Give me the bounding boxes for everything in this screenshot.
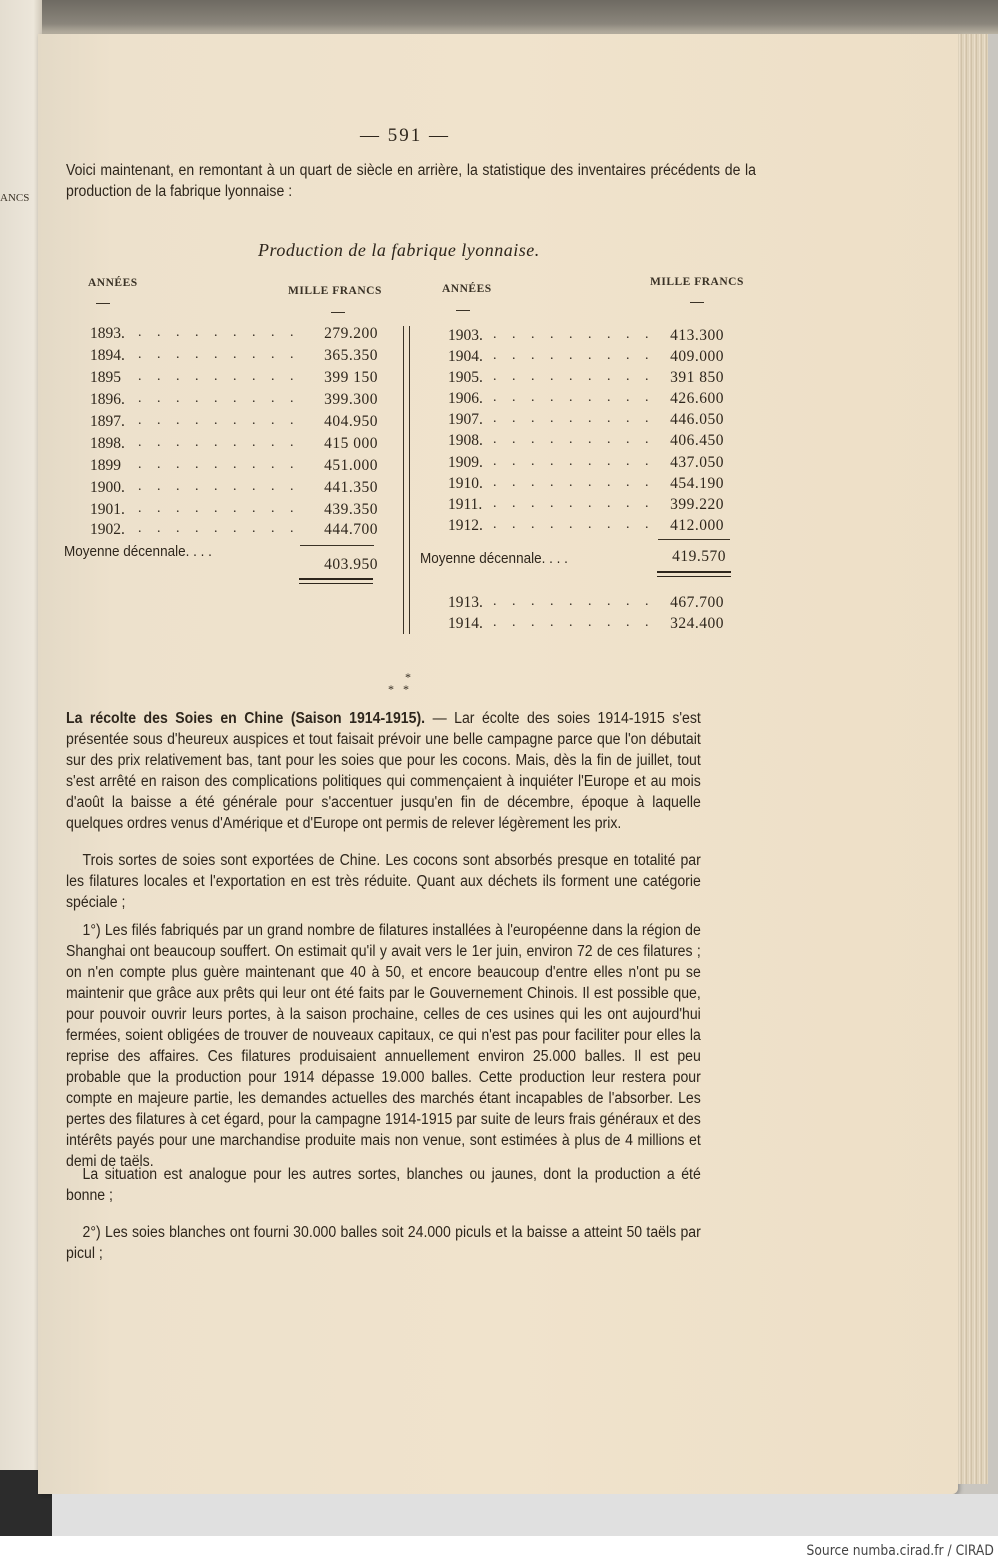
year-cell: 1899 <box>90 457 121 474</box>
col-header-years-right: ANNÉES <box>442 283 492 295</box>
value-cell: 404.950 <box>324 413 378 430</box>
leader-dots: . . . . . . . . . <box>138 457 300 472</box>
table-row <box>448 454 748 476</box>
leader-dots: . . . . . . . . . <box>493 411 655 426</box>
leader-dots: . . . . . . . . . <box>493 348 655 363</box>
year-cell: 1902. <box>90 521 125 538</box>
section-paragraph-2: Trois sortes de soies sont exportées de Chine. Les cocons sont absorbés presque en totalité par les filatures locales et l'exportation en est très réduite. Quant aux déchets ils forment une catégorie spéciale ; <box>66 852 701 911</box>
year-cell: 1912. <box>448 517 483 534</box>
value-cell: 409.000 <box>670 348 724 365</box>
table-divider <box>409 326 410 634</box>
table-row <box>448 348 748 370</box>
leader-dots: . . . . . . . . . <box>493 475 655 490</box>
average-value: 403.950 <box>324 556 378 573</box>
leader-dots: . . . . . . . . . <box>493 517 655 532</box>
value-cell: 399.220 <box>670 496 724 513</box>
year-cell: 1907. <box>448 411 483 428</box>
average-row <box>646 548 736 570</box>
section-paragraph-5: 2°) Les soies blanches ont fourni 30.000 balles soit 24.000 piculs et la baisse a atteint 50 taëls par picul ; <box>66 1224 701 1262</box>
value-cell: 391 850 <box>670 369 724 386</box>
year-cell: 1900. <box>90 479 125 496</box>
header-dash <box>690 302 704 303</box>
table-row <box>448 411 748 433</box>
year-cell: 1898. <box>90 435 125 452</box>
year-cell: 1894. <box>90 347 125 364</box>
table-caption: Production de la fabrique lyonnaise. <box>258 240 540 260</box>
intro-paragraph: Voici maintenant, en remontant à un quart de siècle en arrière, la statistique des inventaires précédents de la production de la fabrique lyonnaise : <box>66 162 756 200</box>
leader-dots: . . . . . . . . . <box>138 479 300 494</box>
value-cell: 441.350 <box>324 479 378 496</box>
table-row <box>90 521 390 543</box>
average-double-rule <box>299 578 373 584</box>
section-paragraph-3: 1°) Les filés fabriqués par un grand nombre de filatures installées à l'européenne dans la région de Shanghai ont beaucoup souffert. On estimait qu'il y avait vers le 1er juin, environ 72 de ces filatures ; on n'en compte plus guère maintenant que 40 à 50, et encore beaucoup d'entre elles n'ont pu se maintenir que grâce aux prêts qui leur ont été faits par le Gouvernement Chinois. Il est possible que, pour pouvoir ouvrir leurs portes, à la saison prochaine, celles de ces usines qui les ont aujourd'hui fermées, soient obligées de trouver de nouveaux capitaux, ce qui n'est pas pour faciliter pour elles la reprise des affaires. Ces filatures produisaient annuellement environ 25.000 balles. Il est peu probable que la production pour 1914 dépasse 19.000 balles. Cette production leur restera pour compte en majeure partie, les demandes actuelles des marchés étant incapables de l'absorber. Les pertes des filatures à cet égard, pour la campagne 1914-1915 par suite de leurs frais généraux et des intérêts payés pour une marchandise produite mais non venue, sont estimées à plus de 4 millions et demi de taëls. <box>66 922 701 1170</box>
value-cell: 437.050 <box>670 454 724 471</box>
table-row <box>90 457 390 479</box>
value-cell: 467.700 <box>670 594 724 611</box>
table-row <box>90 325 390 347</box>
col-header-value-left: MILLE FRANCS <box>288 285 382 297</box>
table-row <box>90 369 390 391</box>
year-cell: 1911. <box>448 496 483 513</box>
year-cell: 1909. <box>448 454 483 471</box>
average-label: Moyenne décennale. . . . <box>420 550 568 567</box>
leader-dots: . . . . . . . . . <box>493 615 655 630</box>
year-cell: 1908. <box>448 432 483 449</box>
table-row <box>448 369 748 391</box>
table-row <box>448 327 748 349</box>
table-row <box>90 347 390 369</box>
table-row <box>448 594 748 616</box>
table-row <box>448 517 748 539</box>
header-dash <box>456 310 470 311</box>
leader-dots: . . . . . . . . . <box>138 521 300 536</box>
left-page-fragment: ANCS <box>0 192 30 204</box>
leader-dots: . . . . . . . . . <box>138 369 300 384</box>
year-cell: 1904. <box>448 348 483 365</box>
section-heading: La récolte des Soies en Chine (Saison 1914-1915). <box>66 710 426 727</box>
table-row <box>90 501 390 523</box>
table-row <box>448 496 748 518</box>
value-cell: 426.600 <box>670 390 724 407</box>
value-cell: 365.350 <box>324 347 378 364</box>
col-header-value-right: MILLE FRANCS <box>650 276 744 288</box>
value-cell: 451.000 <box>324 457 378 474</box>
leader-dots: . . . . . . . . . <box>493 390 655 405</box>
year-cell: 1905. <box>448 369 483 386</box>
value-cell: 406.450 <box>670 432 724 449</box>
leader-dots: . . . . . . . . . <box>138 501 300 516</box>
paragraph-text: — Lar écolte des soies 1914-1915 s'est présentée sous d'heureux auspices et tout faisait prévoir une belle campagne parce que l'on débutait sur des prix relativement bas, tant pour les soies que pour les cocons. Mais, dès la fin de juillet, tout s'est arrêté en raison des complications politiques qui commençaient à inquiéter l'Europe et au mois d'août la baisse a été générale pour s'accentuer jusqu'en fin de décembre, époque à laquelle quelques ordres venus d'Amérique et d'Europe ont permis de relever légèrement les prix. <box>66 710 701 832</box>
leader-dots: . . . . . . . . . <box>138 347 300 362</box>
value-cell: 413.300 <box>670 327 724 344</box>
average-label: Moyenne décennale. . . . <box>64 543 212 560</box>
leader-dots: . . . . . . . . . <box>138 413 300 428</box>
separator-stars: * * <box>388 682 409 696</box>
year-cell: 1901. <box>90 501 125 518</box>
year-cell: 1903. <box>448 327 483 344</box>
year-cell: 1893. <box>90 325 125 342</box>
header-dash <box>96 303 110 304</box>
value-cell: 444.700 <box>324 521 378 538</box>
source-credit: Source numba.cirad.fr / CIRAD <box>806 1543 994 1559</box>
page-number: — 591 — <box>360 125 450 146</box>
year-cell: 1906. <box>448 390 483 407</box>
leader-dots: . . . . . . . . . <box>138 435 300 450</box>
year-cell: 1895 <box>90 369 121 386</box>
value-cell: 439.350 <box>324 501 378 518</box>
table-row <box>448 475 748 497</box>
value-cell: 412.000 <box>670 517 724 534</box>
year-cell: 1913. <box>448 594 483 611</box>
average-value: 419.570 <box>672 548 726 565</box>
year-cell: 1910. <box>448 475 483 492</box>
leader-dots: . . . . . . . . . <box>138 325 300 340</box>
table-divider <box>403 326 404 634</box>
table-row <box>90 391 390 413</box>
leader-dots: . . . . . . . . . <box>493 327 655 342</box>
value-cell: 415 000 <box>324 435 378 452</box>
table-row <box>448 432 748 454</box>
value-cell: 279.200 <box>324 325 378 342</box>
sum-rule <box>658 539 730 540</box>
table-row <box>448 615 748 637</box>
table-row <box>90 479 390 501</box>
table-row <box>90 413 390 435</box>
value-cell: 446.050 <box>670 411 724 428</box>
value-cell: 324.400 <box>670 615 724 632</box>
year-cell: 1896. <box>90 391 125 408</box>
table-row <box>90 435 390 457</box>
leader-dots: . . . . . . . . . <box>493 594 655 609</box>
leader-dots: . . . . . . . . . <box>138 391 300 406</box>
table-row <box>448 390 748 412</box>
sum-rule <box>300 545 374 546</box>
leader-dots: . . . . . . . . . <box>493 496 655 511</box>
separator-star: * <box>405 670 411 684</box>
average-double-rule <box>657 571 731 577</box>
section-paragraph-4: La situation est analogue pour les autres sortes, blanches ou jaunes, dont la production a été bonne ; <box>66 1166 701 1204</box>
year-cell: 1914. <box>448 615 483 632</box>
year-cell: 1897. <box>90 413 125 430</box>
value-cell: 399.300 <box>324 391 378 408</box>
value-cell: 399 150 <box>324 369 378 386</box>
average-row <box>298 556 388 578</box>
leader-dots: . . . . . . . . . <box>493 369 655 384</box>
leader-dots: . . . . . . . . . <box>493 432 655 447</box>
col-header-years-left: ANNÉES <box>88 277 138 289</box>
leader-dots: . . . . . . . . . <box>493 454 655 469</box>
value-cell: 454.190 <box>670 475 724 492</box>
header-dash <box>331 312 345 313</box>
section-paragraph-1 <box>66 708 701 834</box>
